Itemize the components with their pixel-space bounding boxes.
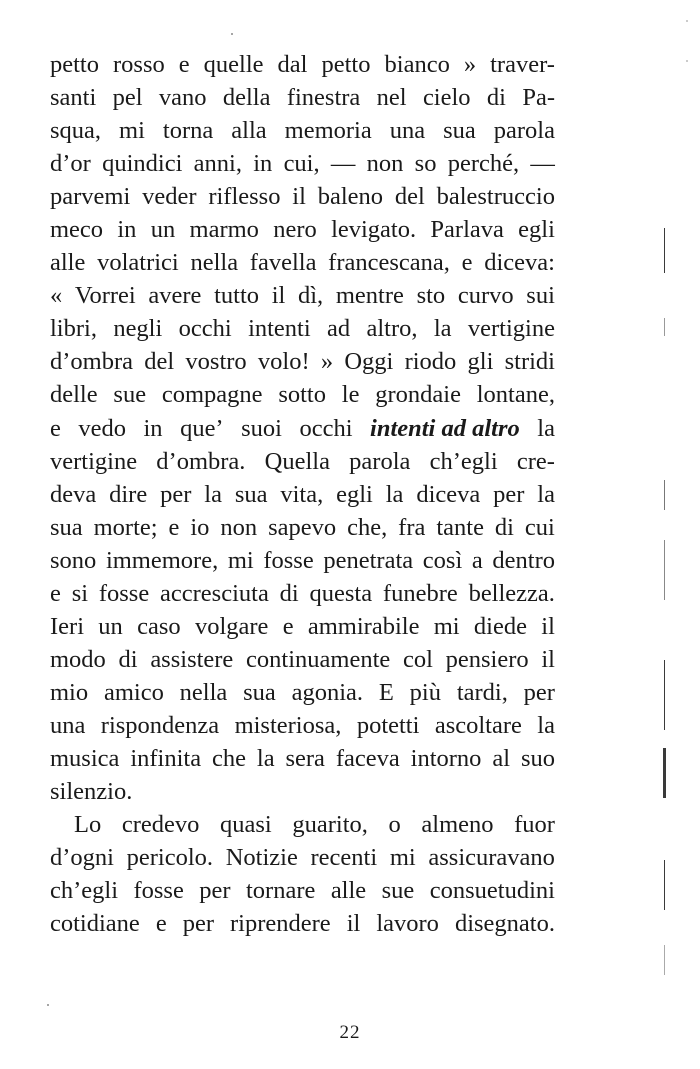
- text-line: [50, 511, 555, 544]
- word: un: [98, 612, 123, 640]
- word: —: [530, 150, 555, 178]
- text-line: [50, 478, 555, 511]
- word: riflesso: [208, 183, 281, 211]
- word: assicuravano: [428, 844, 555, 872]
- word: si: [71, 579, 89, 607]
- word: lavoro: [376, 910, 439, 938]
- word: una: [389, 117, 426, 145]
- word: mi: [389, 844, 416, 872]
- word: nella: [179, 678, 228, 706]
- word: d’or: [50, 150, 91, 178]
- word: così: [422, 546, 463, 574]
- text-line: [50, 312, 555, 345]
- text-line: [50, 345, 555, 378]
- page-number: 22: [339, 1022, 361, 1043]
- word: mi: [433, 612, 460, 640]
- word: la: [385, 480, 404, 508]
- word: di: [486, 84, 506, 112]
- text-line: [50, 378, 555, 411]
- word: della: [222, 84, 271, 112]
- word: sue: [381, 877, 415, 905]
- word: suo: [520, 744, 555, 772]
- word: più: [409, 678, 441, 706]
- word: fosse: [263, 546, 314, 574]
- word: vertigine: [467, 315, 555, 343]
- word: mentre: [335, 282, 404, 310]
- word: curvo: [457, 282, 514, 310]
- text-line: [50, 180, 555, 213]
- word: il: [346, 910, 361, 938]
- word: recenti: [310, 844, 378, 872]
- word: non: [220, 513, 258, 541]
- word: stridi: [504, 348, 555, 376]
- word: parola: [349, 447, 411, 475]
- word: torna: [162, 117, 214, 145]
- text-line: [50, 577, 555, 610]
- word: a: [471, 546, 483, 574]
- word: vedo: [78, 414, 126, 442]
- word: disegnato.: [454, 910, 555, 938]
- word: penetrata: [323, 546, 414, 574]
- text-line: [50, 412, 555, 445]
- word: potetti: [356, 711, 420, 739]
- word: la: [537, 414, 555, 442]
- scan-edge-mark: [663, 748, 666, 798]
- word: pensiero: [445, 645, 529, 673]
- word: riprendere: [230, 910, 331, 938]
- word: sotto: [278, 381, 326, 409]
- scan-speck: [686, 20, 688, 22]
- word: fra: [398, 513, 426, 541]
- word: amico: [103, 678, 164, 706]
- word: diceva: [416, 480, 481, 508]
- word: baleno: [317, 183, 384, 211]
- word: la: [204, 480, 222, 508]
- word: per: [523, 678, 555, 706]
- word: fosse: [98, 579, 150, 607]
- word: il: [541, 612, 555, 640]
- word: rispondenza: [100, 711, 220, 739]
- word: fosse: [133, 877, 184, 905]
- word: per: [160, 480, 192, 508]
- scan-edge-mark: [664, 660, 665, 730]
- word: sua: [443, 117, 476, 145]
- word: morte;: [93, 513, 158, 541]
- word: alle: [50, 249, 86, 277]
- word: delle: [50, 381, 98, 409]
- word: infinita: [130, 744, 202, 772]
- word: volgare: [194, 612, 269, 640]
- word: anni,: [193, 150, 242, 178]
- word: lontane,: [476, 381, 555, 409]
- word: un: [150, 216, 176, 244]
- scan-edge-mark: [664, 318, 665, 336]
- text-line: [50, 775, 555, 808]
- word: il: [541, 645, 555, 673]
- text-line: [50, 445, 555, 478]
- word: quelle: [203, 51, 264, 78]
- text-line: [50, 676, 555, 709]
- word: parvemi: [50, 183, 131, 211]
- word: alla: [231, 117, 267, 145]
- text-line: [50, 544, 555, 577]
- word: memoria: [284, 117, 372, 145]
- word: mi: [119, 117, 145, 145]
- word: cui: [524, 513, 555, 541]
- word: in: [253, 150, 273, 178]
- word: caso: [137, 612, 181, 640]
- word: il: [271, 282, 286, 310]
- word: volo!: [257, 348, 310, 376]
- scan-speck: [231, 33, 233, 35]
- word: e: [155, 910, 167, 938]
- word: vita,: [280, 480, 324, 508]
- word: traver-: [490, 51, 555, 78]
- word: que’: [180, 414, 224, 442]
- word: bellezza.: [468, 579, 555, 607]
- word: vostro: [185, 348, 247, 376]
- word: sue: [113, 381, 147, 409]
- word: rosso: [113, 51, 165, 78]
- word: Parlava: [430, 216, 504, 244]
- word: del: [144, 348, 175, 376]
- word: negli: [113, 315, 163, 343]
- word: avere: [148, 282, 202, 310]
- word: sua: [243, 678, 276, 706]
- word: squa,: [50, 117, 102, 145]
- word: compagne: [161, 381, 263, 409]
- word: petto: [321, 51, 371, 78]
- word: pel: [112, 84, 143, 112]
- scan-speck: [47, 1004, 49, 1006]
- word: occhi: [178, 315, 232, 343]
- word: funebre: [382, 579, 458, 607]
- word: sono: [50, 546, 97, 574]
- scan-speck: [686, 60, 688, 62]
- word: dì,: [298, 282, 324, 310]
- text-line: [50, 742, 555, 775]
- word: per: [182, 910, 214, 938]
- word: egli: [336, 480, 373, 508]
- word: d’ombra.: [156, 447, 246, 475]
- word: altro,: [366, 315, 418, 343]
- text-line: [50, 213, 555, 246]
- word: grondaie: [375, 381, 461, 409]
- word: col: [402, 645, 433, 673]
- text-line: [50, 246, 555, 279]
- word: mi: [227, 546, 254, 574]
- word: e: [50, 414, 61, 442]
- word: la: [433, 315, 452, 343]
- word: tornare: [246, 877, 316, 905]
- word: Ieri: [50, 612, 84, 640]
- word: libri,: [50, 315, 97, 343]
- word: d’ombra: [50, 348, 133, 376]
- word: vertigine: [50, 447, 138, 475]
- word: accresciuta: [160, 579, 269, 607]
- word: di: [118, 645, 138, 673]
- word: meco: [50, 216, 104, 244]
- word: occhi: [299, 414, 353, 442]
- word: la: [256, 744, 275, 772]
- word: bianco: [384, 51, 450, 78]
- word: gli: [467, 348, 494, 376]
- word: nel: [376, 84, 407, 112]
- word: francescana,: [328, 249, 450, 277]
- word: quasi: [220, 811, 272, 839]
- word: so: [414, 150, 437, 178]
- text-line: [50, 114, 555, 147]
- word: io: [190, 513, 210, 541]
- word: »: [463, 51, 477, 78]
- word: egli: [518, 216, 555, 244]
- word: tutto: [214, 282, 260, 310]
- word: balestruccio: [436, 183, 555, 211]
- word: immemore,: [105, 546, 219, 574]
- word: ad: [327, 315, 351, 343]
- word: almeno: [421, 811, 494, 839]
- scan-edge-mark: [664, 860, 665, 910]
- word: vano: [158, 84, 207, 112]
- word: intenti: [248, 315, 311, 343]
- word: guarito,: [292, 811, 368, 839]
- word: sui: [526, 282, 555, 310]
- word: in: [143, 414, 163, 442]
- word: e: [282, 612, 294, 640]
- word: non: [366, 150, 404, 178]
- word: levigato.: [331, 216, 417, 244]
- word: Notizie: [225, 844, 298, 872]
- text-line: [50, 81, 555, 114]
- word: Quella: [264, 447, 330, 475]
- word: —: [330, 150, 356, 178]
- word: e: [168, 513, 180, 541]
- word: fuor: [514, 811, 555, 839]
- word: parola: [493, 117, 555, 145]
- word: agonia.: [291, 678, 364, 706]
- word: riodo: [404, 348, 457, 376]
- word: perché,: [447, 150, 520, 178]
- word: sapevo: [268, 513, 337, 541]
- text-line: [50, 610, 555, 643]
- text-line: [50, 841, 555, 874]
- word: marmo: [189, 216, 259, 244]
- text-line: [50, 147, 555, 180]
- word: E: [378, 678, 394, 706]
- word: credevo: [121, 811, 200, 839]
- text-line: [50, 808, 555, 841]
- word: il: [292, 183, 306, 211]
- text-line: [50, 279, 555, 312]
- word: intorno: [410, 744, 482, 772]
- word: misteriosa,: [234, 711, 342, 739]
- word: finestra: [286, 84, 361, 112]
- word: pericolo.: [126, 844, 214, 872]
- word: e: [50, 579, 61, 607]
- word: dire: [109, 480, 148, 508]
- text-line: [50, 907, 555, 940]
- word: cielo: [422, 84, 471, 112]
- word: musica: [50, 744, 120, 772]
- word: sera: [285, 744, 325, 772]
- word: di: [279, 579, 299, 607]
- word: la: [537, 480, 555, 508]
- scan-edge-mark: [664, 540, 665, 600]
- word: cre-: [516, 447, 555, 475]
- word: «: [50, 282, 63, 310]
- word: assistere: [150, 645, 234, 673]
- word: mio: [50, 678, 89, 706]
- word: cotidiane: [50, 910, 140, 938]
- word: o: [388, 811, 401, 839]
- word: petto: [50, 51, 99, 78]
- word: in: [117, 216, 137, 244]
- text-line: [50, 874, 555, 907]
- word: e: [461, 249, 473, 277]
- scan-edge-mark: [664, 480, 665, 510]
- word: dal: [277, 51, 308, 78]
- word: veder: [142, 183, 197, 211]
- word: Lo: [74, 811, 102, 839]
- word: ch’egli: [50, 877, 119, 905]
- body-text: [50, 48, 555, 940]
- word: per: [199, 877, 231, 905]
- word: continuamente: [246, 645, 391, 673]
- word: deva: [50, 480, 97, 508]
- word: faceva: [335, 744, 400, 772]
- word: nella: [190, 249, 239, 277]
- word: cui,: [283, 150, 320, 178]
- word: tante: [436, 513, 484, 541]
- word: sua: [50, 513, 83, 541]
- text-line: [50, 48, 555, 81]
- word: nero: [273, 216, 317, 244]
- word: questa: [309, 579, 373, 607]
- word: di: [494, 513, 514, 541]
- word: che,: [347, 513, 388, 541]
- word: per: [493, 480, 525, 508]
- word: Pa-: [522, 84, 555, 112]
- word: modo: [50, 645, 106, 673]
- text-line: [50, 709, 555, 742]
- word: dentro: [492, 546, 555, 574]
- word: che: [211, 744, 246, 772]
- word: del: [394, 183, 425, 211]
- word: Vorrei: [74, 282, 136, 310]
- word: diceva:: [484, 249, 555, 277]
- text-line: [50, 643, 555, 676]
- word: sua: [234, 480, 268, 508]
- word: favella: [249, 249, 317, 277]
- word: ammirabile: [307, 612, 420, 640]
- word: diede: [473, 612, 527, 640]
- word: al: [492, 744, 511, 772]
- scan-edge-mark: [664, 228, 665, 273]
- word: Oggi: [344, 348, 394, 376]
- word: tardi,: [456, 678, 508, 706]
- word: d’ogni: [50, 844, 114, 872]
- word: le: [341, 381, 360, 409]
- word: silenzio.: [50, 778, 133, 806]
- scan-edge-mark: [664, 945, 665, 975]
- italic-phrase: intenti ad altro: [370, 414, 520, 442]
- word: alle: [330, 877, 367, 905]
- word: la: [537, 711, 555, 739]
- word: suoi: [241, 414, 282, 442]
- word: volatrici: [97, 249, 179, 277]
- word: e: [178, 51, 190, 78]
- word: consuetudini: [429, 877, 555, 905]
- word: santi: [50, 84, 97, 112]
- word: sto: [416, 282, 446, 310]
- word: quindici: [102, 150, 183, 178]
- word: una: [50, 711, 86, 739]
- word: »: [320, 348, 334, 376]
- word: ascoltare: [434, 711, 522, 739]
- word: ch’egli: [429, 447, 498, 475]
